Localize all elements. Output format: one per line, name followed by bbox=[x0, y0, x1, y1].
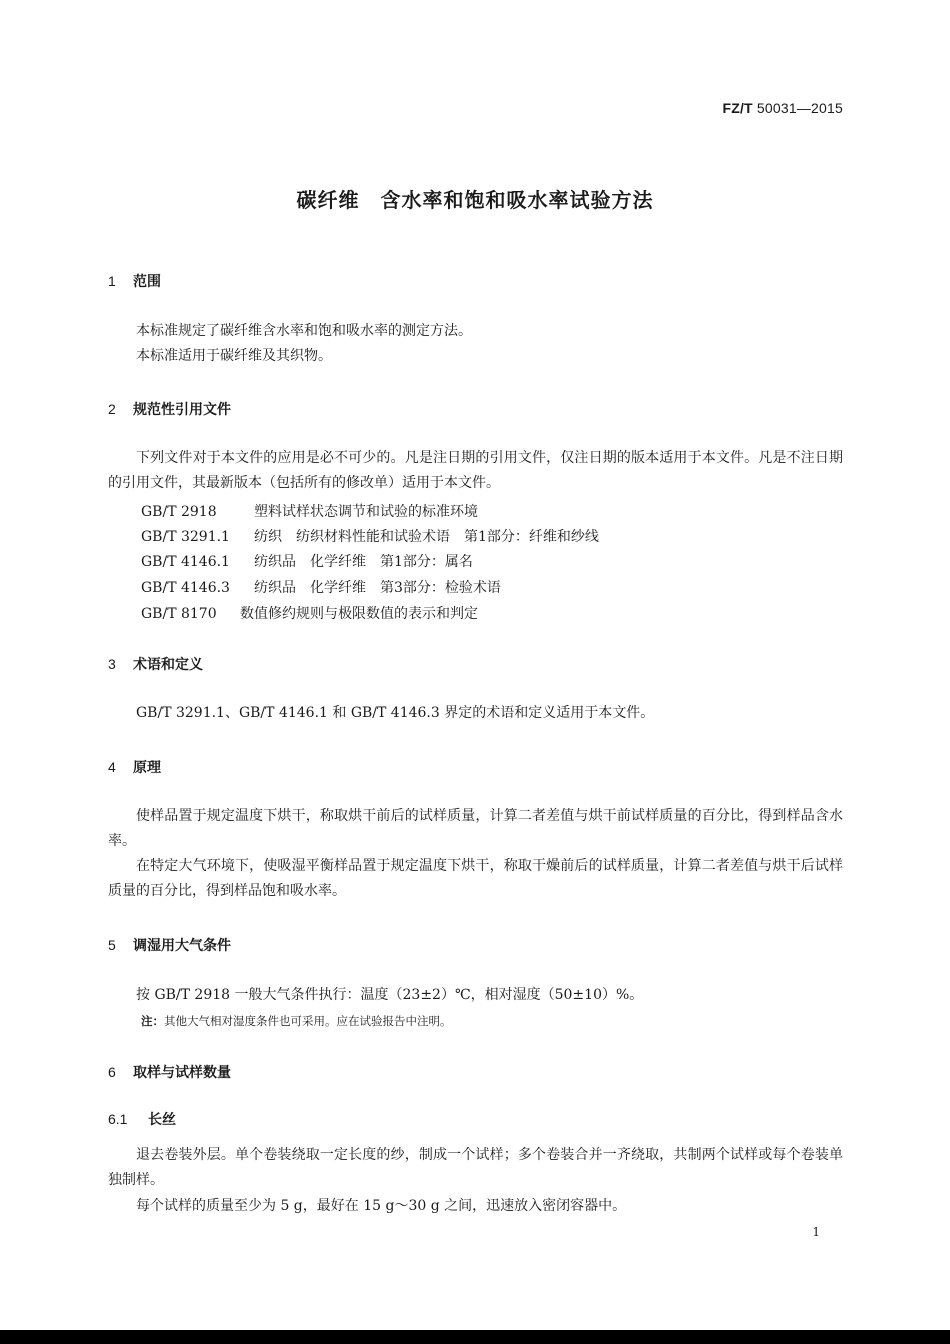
subsection-number: 6.1 bbox=[108, 1111, 128, 1127]
section-number: 2 bbox=[108, 401, 116, 417]
section-5-paragraph-1: 按 GB/T 2918 一般大气条件执行：温度（23±2）℃，相对湿度（50±10）%。 bbox=[136, 987, 644, 1003]
section-number: 1 bbox=[108, 273, 116, 289]
section-title: 术语和定义 bbox=[133, 657, 203, 673]
reference-code: GB/T 2918 bbox=[141, 504, 217, 520]
section-title: 规范性引用文件 bbox=[133, 402, 231, 418]
section-title: 取样与试样数量 bbox=[133, 1065, 231, 1081]
document-title: 碳纤维 含水率和饱和吸水率试验方法 bbox=[296, 188, 654, 212]
subsection-6-1-paragraph-2: 每个试样的质量至少为 5 g，最好在 15 g～30 g 之间，迅速放入密闭容器中。 bbox=[136, 1198, 627, 1214]
section-number: 6 bbox=[108, 1064, 116, 1080]
standard-code-prefix: FZ/T bbox=[722, 100, 753, 116]
section-number: 4 bbox=[108, 759, 116, 775]
reference-item bbox=[141, 526, 599, 546]
reference-title: 塑料试样状态调节和试验的标准环境 bbox=[254, 504, 478, 520]
section-4-paragraph-2: 在特定大气环境下，使吸湿平衡样品置于规定温度下烘干，称取干燥前后的试样质量，计算二者差值与烘干后试样质量的百分比，得到样品饱和吸水率。 bbox=[108, 858, 843, 899]
note-text: 其他大气相对湿度条件也可采用。应在试验报告中注明。 bbox=[164, 1014, 452, 1028]
page-number: 1 bbox=[812, 1225, 820, 1239]
subsection-6-1-paragraph-1: 退去卷装外层。单个卷装绕取一定长度的纱，制成一个试样；多个卷装合并一齐绕取，共制两个试样或每个卷装单独制样。 bbox=[108, 1147, 843, 1188]
reference-item bbox=[141, 603, 478, 623]
section-4-heading bbox=[108, 757, 161, 777]
bottom-border-bar bbox=[0, 1330, 950, 1344]
subsection-6-1-heading bbox=[108, 1109, 176, 1129]
reference-title: 纺织品 化学纤维 第3部分：检验术语 bbox=[254, 580, 501, 596]
section-5-heading bbox=[108, 935, 231, 955]
section-2-heading bbox=[108, 399, 231, 419]
reference-code: GB/T 3291.1 bbox=[141, 529, 230, 545]
section-4-paragraph-1: 使样品置于规定温度下烘干，称取烘干前后的试样质量，计算二者差值与烘干前试样质量的百分比，得到样品含水率。 bbox=[108, 808, 843, 849]
section-6-heading bbox=[108, 1062, 231, 1082]
section-number: 5 bbox=[108, 937, 116, 953]
subsection-title: 长丝 bbox=[148, 1112, 176, 1128]
section-1-paragraph-1: 本标准规定了碳纤维含水率和饱和吸水率的测定方法。 bbox=[136, 323, 472, 339]
section-2-paragraph-1: 下列文件对于本文件的应用是必不可少的。凡是注日期的引用文件，仅注日期的版本适用于本文件。凡是不注日期的引用文件，其最新版本（包括所有的修改单）适用于本文件。 bbox=[108, 450, 843, 491]
standard-code bbox=[722, 100, 843, 116]
section-title: 范围 bbox=[133, 274, 161, 290]
section-1-paragraph-2: 本标准适用于碳纤维及其织物。 bbox=[136, 348, 332, 364]
standard-code-number: 50031—2015 bbox=[756, 100, 843, 116]
reference-item bbox=[141, 501, 478, 521]
reference-code: GB/T 4146.1 bbox=[141, 554, 230, 570]
section-number: 3 bbox=[108, 656, 116, 672]
reference-item bbox=[141, 577, 501, 597]
reference-title: 数值修约规则与极限数值的表示和判定 bbox=[240, 606, 478, 622]
reference-title: 纺织 纺织材料性能和试验术语 第1部分：纤维和纱线 bbox=[254, 529, 599, 545]
section-3-heading bbox=[108, 654, 203, 674]
reference-item bbox=[141, 551, 473, 571]
section-3-paragraph-1: GB/T 3291.1、GB/T 4146.1 和 GB/T 4146.3 界定的术语和定义适用于本文件。 bbox=[136, 705, 655, 721]
section-5-note bbox=[141, 1013, 452, 1029]
note-label: 注： bbox=[141, 1014, 164, 1028]
reference-title: 纺织品 化学纤维 第1部分：属名 bbox=[254, 554, 473, 570]
reference-code: GB/T 4146.3 bbox=[141, 580, 230, 596]
reference-code: GB/T 8170 bbox=[141, 606, 217, 622]
section-title: 调湿用大气条件 bbox=[133, 938, 231, 954]
section-title: 原理 bbox=[133, 760, 161, 776]
section-1-heading bbox=[108, 271, 161, 291]
